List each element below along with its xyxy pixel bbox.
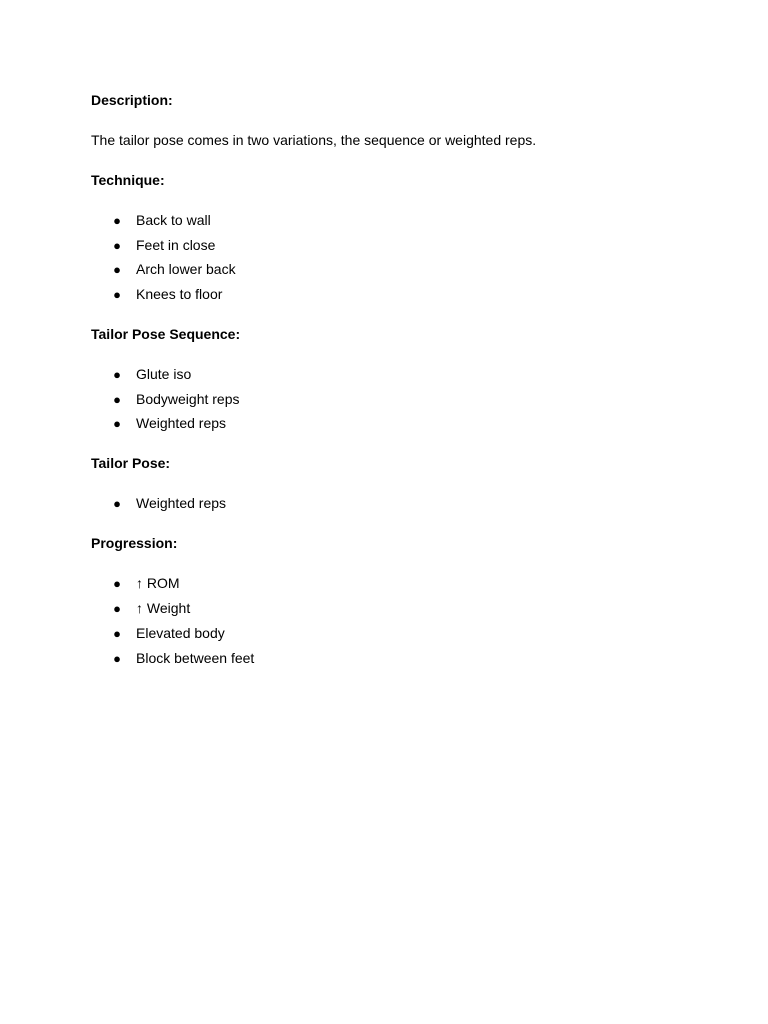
list-item <box>91 575 711 592</box>
list-item <box>91 625 711 642</box>
technique-heading: Technique: <box>91 172 165 188</box>
list-item <box>91 495 711 512</box>
bullet-icon: ● <box>113 416 121 432</box>
list-item-label: Weighted reps <box>136 415 227 432</box>
list-item <box>91 600 711 617</box>
list-item-label: Bodyweight reps <box>136 390 240 407</box>
bullet-icon: ● <box>113 237 121 253</box>
list-item <box>91 391 711 408</box>
bullet-icon: ● <box>113 625 121 641</box>
list-item-label: Back to wall <box>136 212 211 228</box>
list-item <box>91 415 711 432</box>
list-item-label: Block between feet <box>136 649 255 666</box>
list-item <box>91 650 711 667</box>
tailor-pose-heading: Tailor Pose: <box>91 455 171 472</box>
list-item-label: ↑ Weight <box>136 600 191 617</box>
list-item <box>91 212 711 229</box>
list-item <box>91 237 711 254</box>
list-item <box>91 286 711 303</box>
bullet-icon: ● <box>113 367 121 383</box>
bullet-icon: ● <box>113 391 121 407</box>
list-item <box>91 366 711 383</box>
description-heading: Description: <box>91 92 173 108</box>
sequence-list <box>91 366 711 432</box>
list-item <box>91 261 711 278</box>
list-item-label: Weighted reps <box>136 495 227 512</box>
list-item-label: ↑ ROM <box>136 575 180 592</box>
description-text: The tailor pose comes in two variations, the sequence or weighted reps. <box>91 132 537 148</box>
sequence-heading: Tailor Pose Sequence: <box>91 326 241 343</box>
bullet-icon: ● <box>113 601 121 617</box>
bullet-icon: ● <box>113 262 121 278</box>
list-item-label: Elevated body <box>136 624 225 641</box>
list-item-label: Arch lower back <box>136 261 236 278</box>
bullet-icon: ● <box>113 576 121 592</box>
bullet-icon: ● <box>113 287 121 303</box>
bullet-icon: ● <box>113 496 121 512</box>
list-item-label: Knees to floor <box>136 286 223 303</box>
technique-list <box>91 212 711 303</box>
list-item-label: Feet in close <box>136 236 216 253</box>
progression-list <box>91 575 711 666</box>
list-item-label: Glute iso <box>136 366 192 383</box>
bullet-icon: ● <box>113 650 121 666</box>
progression-heading: Progression: <box>91 535 178 552</box>
bullet-icon: ● <box>113 213 121 228</box>
tailor-pose-list <box>91 495 711 512</box>
document-page <box>91 92 711 690</box>
